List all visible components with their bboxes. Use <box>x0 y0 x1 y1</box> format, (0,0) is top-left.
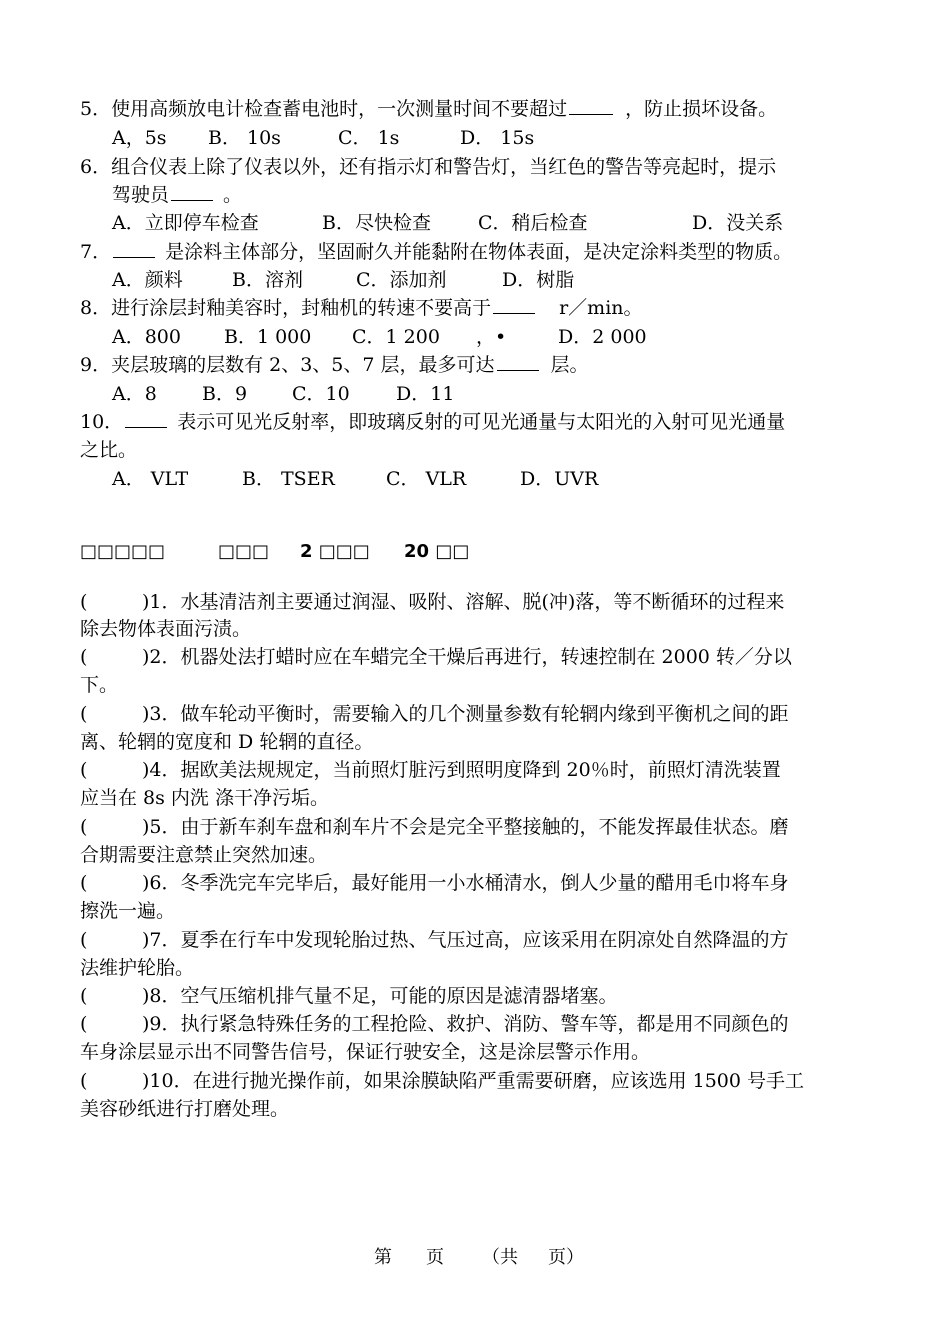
answer-paren: ( <box>80 985 88 1007</box>
tf-question-9 <box>80 1010 789 1038</box>
option-c: C．添加剂 <box>356 269 447 291</box>
tf-question-6-cont <box>80 897 175 925</box>
tf-question-5 <box>80 813 789 841</box>
question-text: 下。 <box>80 674 119 696</box>
question-text: r／min。 <box>559 297 643 319</box>
question-text: 合期需要注意禁止突然加速。 <box>80 844 328 866</box>
option-b: B．9 <box>202 383 248 405</box>
question-text: )3．做车轮动平衡时，需要输入的几个测量参数有轮辋内缘到平衡机之间的距 <box>142 703 789 725</box>
question-text: )7．夏季在行车中发现轮胎过热、气压过高，应该采用在阴凉处自然降温的方 <box>142 929 789 951</box>
option-a: A．800 <box>112 326 181 348</box>
question-text: 离、轮辋的宽度和 D 轮辋的直径。 <box>80 731 374 753</box>
question-text: 除去物体表面污渍。 <box>80 618 252 640</box>
tf-question-3-cont <box>80 728 373 756</box>
tf-question-8 <box>80 982 618 1010</box>
options-7 <box>112 266 574 294</box>
option-d: D．2 000 <box>558 326 647 348</box>
question-text: 之比。 <box>80 439 138 461</box>
question-text: )4．据欧美法规规定，当前照灯脏污到照明度降到 20％时，前照灯清洗装置 <box>142 759 781 781</box>
tf-question-2-cont <box>80 671 118 699</box>
answer-paren: ( <box>80 816 88 838</box>
option-c: C．1 200 <box>352 326 440 348</box>
tf-question-10 <box>80 1067 804 1095</box>
options-5 <box>112 124 534 152</box>
option-a: A，5s <box>112 127 167 149</box>
section-title: □□□□□ <box>80 541 166 562</box>
answer-blank <box>493 295 535 314</box>
option-b: B．溶剂 <box>232 269 303 291</box>
tf-question-9-cont <box>80 1038 650 1066</box>
question-text: 8．进行涂层封釉美容时，封釉机的转速不要高于 <box>80 297 492 319</box>
tf-question-7-cont <box>80 954 194 982</box>
question-text: )10．在进行抛光操作前，如果涂膜缺陷严重需要研磨，应该选用 1500 号手工 <box>142 1070 805 1092</box>
answer-paren: ( <box>80 872 88 894</box>
option-c: C．稍后检查 <box>478 212 588 234</box>
question-10 <box>80 408 785 436</box>
footer-page: 页 <box>426 1247 444 1268</box>
option-c: C． 1s <box>338 127 400 149</box>
option-c: C．10 <box>292 383 350 405</box>
tf-question-4 <box>80 756 781 784</box>
section-points-total: 20 □□ <box>404 541 470 562</box>
option-a: A．8 <box>112 383 157 405</box>
question-text: ，防止损坏设备。 <box>625 98 778 120</box>
question-text: 。 <box>223 184 243 206</box>
options-6 <box>112 209 783 237</box>
stray-mark: ，• <box>476 326 507 348</box>
answer-paren: ( <box>80 1070 88 1092</box>
section-label: □□□ <box>218 541 270 562</box>
question-text: 驾驶员 <box>112 184 170 206</box>
section-header <box>80 538 469 566</box>
question-text: 6．组合仪表上除了仪表以外，还有指示灯和警告灯，当红色的警告等亮起时，提示 <box>80 156 777 178</box>
question-text: 擦洗一遍。 <box>80 900 176 922</box>
question-10-cont <box>80 436 137 464</box>
question-text: 表示可见光反射率，即玻璃反射的可见光通量与太阳光的入射可见光通量 <box>177 411 786 433</box>
footer-di: 第 <box>374 1247 392 1268</box>
question-text: )1．水基清洁剂主要通过润湿、吸附、溶解、脱(冲)落，等不断循环的过程来 <box>142 591 785 613</box>
question-text: 层。 <box>550 354 589 376</box>
tf-question-2 <box>80 643 792 671</box>
question-text: 7． <box>80 241 112 263</box>
tf-question-5-cont <box>80 841 327 869</box>
answer-paren: ( <box>80 703 88 725</box>
question-text: )2．机器处法打蜡时应在车蜡完全干燥后再进行，转速控制在 2000 转／分以 <box>142 646 792 668</box>
option-a: A． VLT <box>112 468 189 490</box>
page-footer <box>374 1244 584 1272</box>
question-text: 美容砂纸进行打磨处理。 <box>80 1098 290 1120</box>
option-a: A．颜料 <box>112 269 183 291</box>
tf-question-7 <box>80 926 789 954</box>
footer-page-total: 页） <box>548 1247 584 1268</box>
tf-question-3 <box>80 700 789 728</box>
question-text: 法维护轮胎。 <box>80 957 195 979</box>
question-9 <box>80 351 589 379</box>
tf-question-10-cont <box>80 1095 289 1123</box>
options-8 <box>112 323 647 351</box>
option-d: D． 15s <box>460 127 535 149</box>
question-6 <box>80 153 776 181</box>
answer-paren: ( <box>80 591 88 613</box>
option-d: D．树脂 <box>502 269 575 291</box>
question-text: )5．由于新车刹车盘和刹车片不会是完全平整接触的，不能发挥最佳状态。磨 <box>142 816 789 838</box>
answer-paren: ( <box>80 759 88 781</box>
answer-blank <box>569 96 613 115</box>
answer-blank <box>171 182 213 201</box>
question-text: 车身涂层显示出不同警告信号，保证行驶安全，这是涂层警示作用。 <box>80 1041 651 1063</box>
question-7 <box>80 238 792 266</box>
option-d: D．没关系 <box>692 212 784 234</box>
question-8 <box>80 294 643 322</box>
option-b: B． TSER <box>242 468 335 490</box>
tf-question-1 <box>80 588 784 616</box>
question-text: 5．使用高频放电计检查蓄电池时，一次测量时间不要超过 <box>80 98 568 120</box>
question-text: )6．冬季洗完车完毕后，最好能用一小水桶清水，倒人少量的醋用毛巾将车身 <box>142 872 789 894</box>
tf-question-1-cont <box>80 615 251 643</box>
answer-blank <box>125 409 167 428</box>
option-b: B． 10s <box>208 127 281 149</box>
footer-total: （共 <box>482 1247 518 1268</box>
question-text: 是涂料主体部分，坚固耐久并能黏附在物体表面，是决定涂料类型的物质。 <box>165 241 793 263</box>
question-text: 9．夹层玻璃的层数有 2、3、5、7 层，最多可达 <box>80 354 495 376</box>
answer-paren: ( <box>80 929 88 951</box>
question-text: )9．执行紧急特殊任务的工程抢险、救护、消防、警车等，都是用不同颜色的 <box>142 1013 789 1035</box>
options-10 <box>112 465 598 493</box>
question-text: 应当在 8s 内洗 涤干净污垢。 <box>80 787 329 809</box>
option-d: D．11 <box>396 383 455 405</box>
question-text: )8．空气压缩机排气量不足，可能的原因是滤清器堵塞。 <box>142 985 618 1007</box>
question-6-cont <box>112 181 242 209</box>
answer-blank <box>113 239 155 258</box>
answer-paren: ( <box>80 646 88 668</box>
options-9 <box>112 380 454 408</box>
option-c: C． VLR <box>386 468 467 490</box>
option-b: B．1 000 <box>224 326 312 348</box>
question-5 <box>80 95 777 123</box>
section-points-each: 2 □□□ <box>300 541 370 562</box>
option-b: B．尽快检查 <box>322 212 431 234</box>
option-d: D．UVR <box>520 468 599 490</box>
tf-question-6 <box>80 869 789 897</box>
answer-blank <box>497 352 539 371</box>
question-text: 10． <box>80 411 124 433</box>
option-a: A．立即停车检查 <box>112 212 259 234</box>
answer-paren: ( <box>80 1013 88 1035</box>
tf-question-4-cont <box>80 784 329 812</box>
